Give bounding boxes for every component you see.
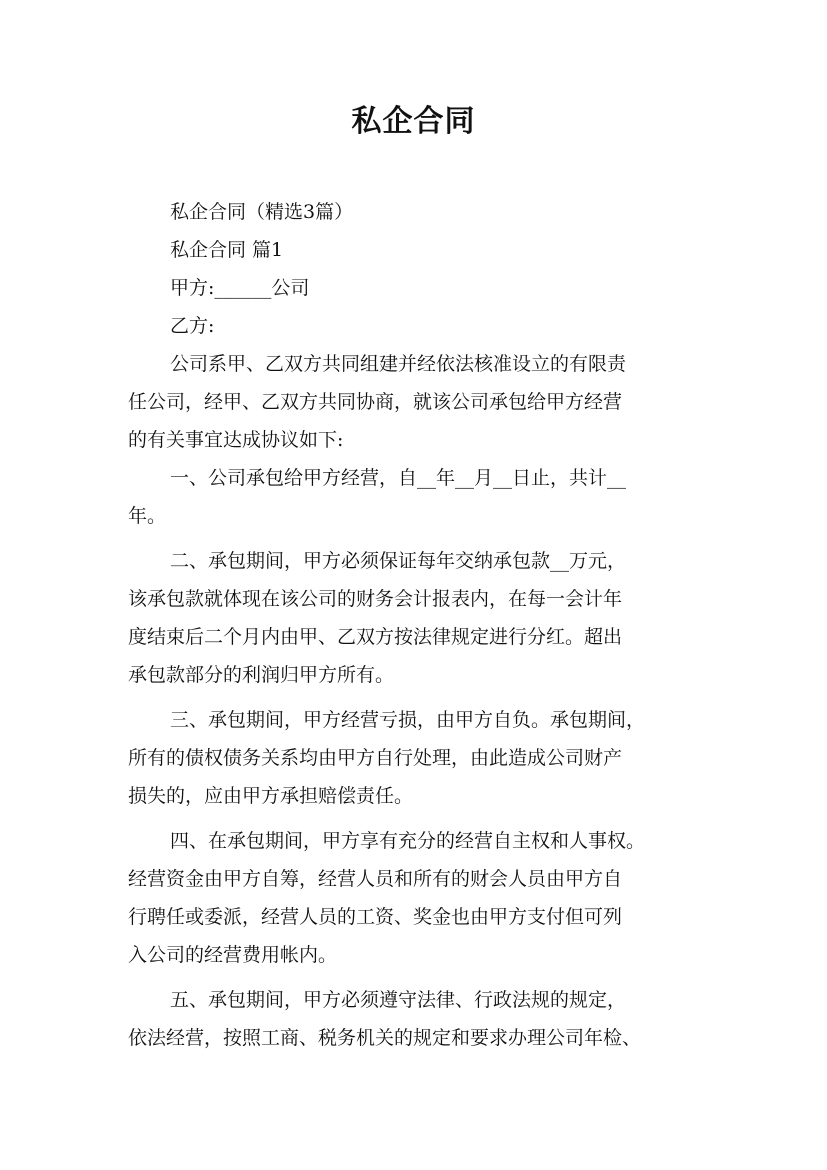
paragraph-gap [128, 535, 706, 542]
clause-4-line: 经营资金由甲方自筹，经营人员和所有的财会人员由甲方自 [128, 868, 623, 890]
paragraph-gap [128, 694, 706, 701]
party-b-line: 乙方: [170, 315, 215, 337]
paragraph-line: 公司系甲、乙双方共同组建并经依法核准设立的有限责 [170, 353, 627, 375]
document-body [128, 193, 706, 1057]
subtitle-line: 私企合同（精选3篇） [170, 201, 354, 223]
document-title: 私企合同 [351, 104, 476, 139]
clause-2-line: 二、承包期间，甲方必须保证每年交纳承包款__万元， [170, 550, 627, 572]
clause-5-line: 依法经营，按照工商、税务机关的规定和要求办理公司年检、 [128, 1027, 642, 1049]
clause-2-line: 度结束后二个月内由甲、乙双方按法律规定进行分红。超出 [128, 626, 623, 648]
party-a-line: 甲方:______公司 [170, 277, 310, 299]
clause-3-line: 损失的，应由甲方承担赔偿责任。 [128, 785, 414, 807]
clause-4-line: 四、在承包期间，甲方享有充分的经营自主权和人事权。 [170, 830, 646, 852]
clause-2-line: 承包款部分的利润归甲方所有。 [128, 664, 395, 686]
paragraph-line: 的有关事宜达成协议如下: [128, 429, 344, 451]
clause-1-line: 年。 [128, 505, 167, 527]
clause-4-line: 行聘任或委派，经营人员的工资、奖金也由甲方支付但可列 [128, 906, 623, 928]
section-heading: 私企合同 篇1 [170, 239, 284, 261]
paragraph-line: 任公司，经甲、乙双方共同协商，就该公司承包给甲方经营 [128, 391, 623, 413]
clause-1-line: 一、公司承包给甲方经营，自__年__月__日止，共计__ [170, 467, 627, 489]
clause-5-line: 五、承包期间，甲方必须遵守法律、行政法规的规定， [170, 989, 627, 1011]
clause-3-line: 三、承包期间，甲方经营亏损，由甲方自负。承包期间， [170, 709, 646, 731]
paragraph-gap [128, 974, 706, 981]
clause-2-line: 该承包款就体现在该公司的财务会计报表内，在每一会计年 [128, 588, 623, 610]
paragraph-gap [128, 815, 706, 822]
clause-3-line: 所有的债权债务关系均由甲方自行处理，由此造成公司财产 [128, 747, 623, 769]
clause-4-line: 入公司的经营费用帐内。 [128, 944, 338, 966]
